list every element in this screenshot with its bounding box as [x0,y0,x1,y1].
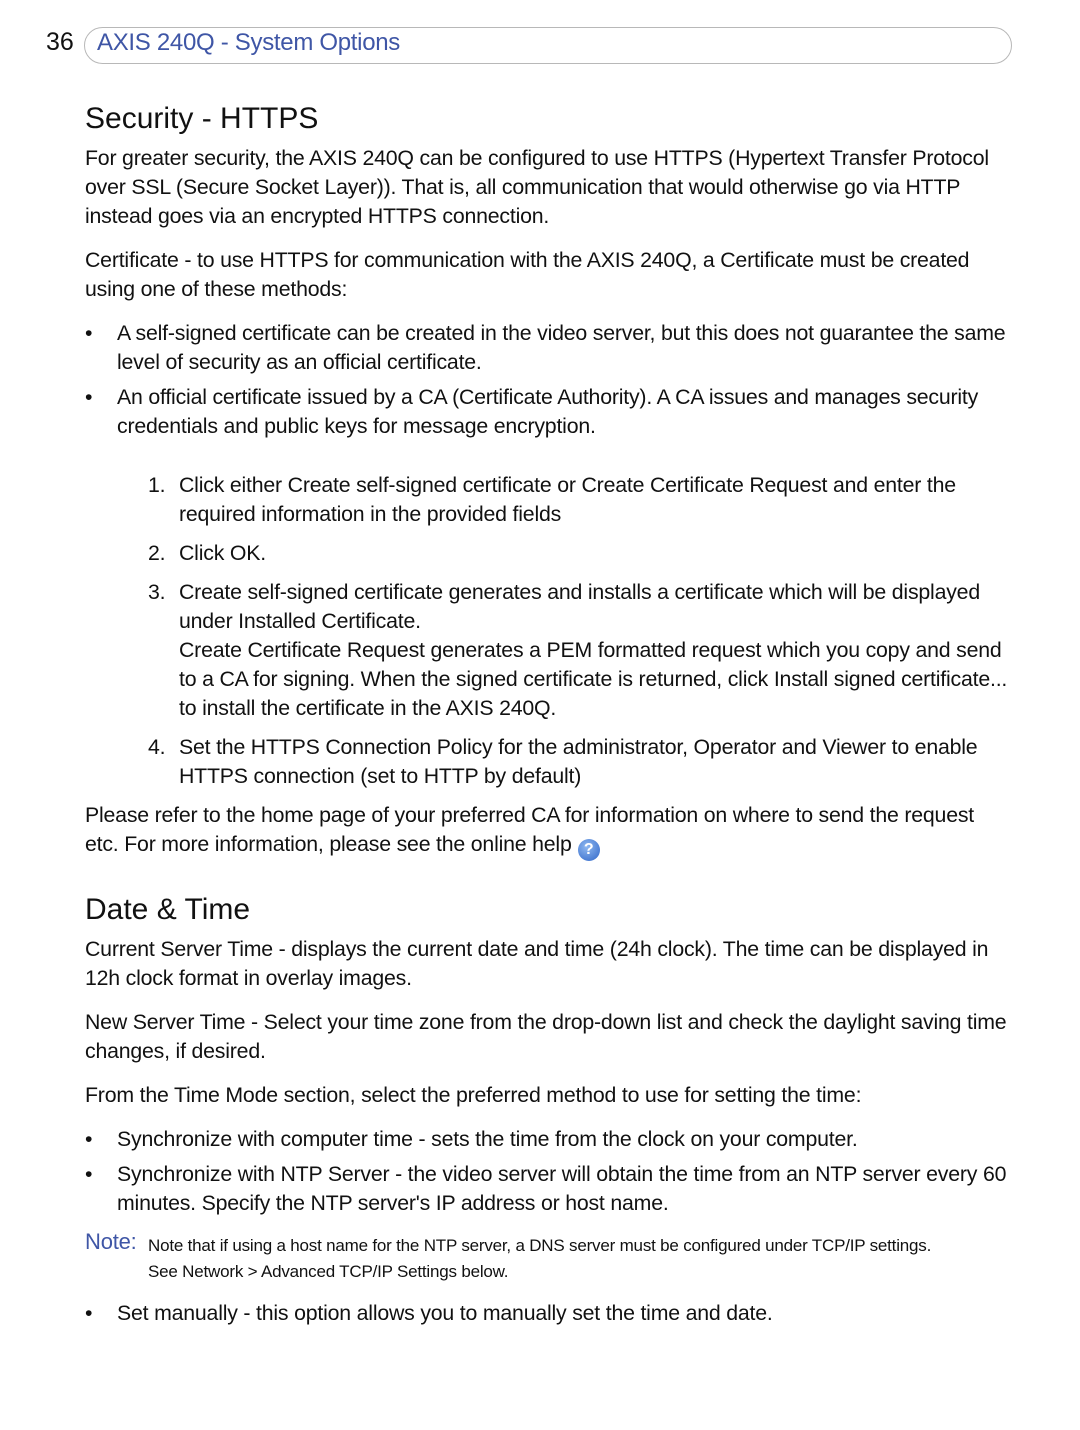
current-time-paragraph: Current Server Time - displays the current date and time (24h clock). The time can be displayed in 12h clock format in overlay images. [85,937,989,990]
note-line: See Network > Advanced TCP/IP Settings below. [148,1262,509,1281]
security-intro: For greater security, the AXIS 240Q can be configured to use HTTPS (Hypertext Transfer Protocol over SSL (Secure Socket Layer)). That is, all communication that would otherwise go via HTTP instead goes via an encrypted HTTPS connection. [85,146,989,228]
step-text: Click either Create self-signed certificate or Create Certificate Request and enter the required information in the provided fields [179,473,956,526]
step-number: 3. [148,580,166,604]
step-text: Set the HTTPS Connection Policy for the administrator, Operator and Viewer to enable HTTPS connection (set to HTTP by default) [179,735,978,788]
datetime-heading: Date & Time [85,893,251,926]
page-content [85,100,1010,1343]
step-number: 4. [148,735,166,759]
header-title: AXIS 240Q - System Options [97,29,400,56]
step-item [85,733,1010,791]
list-item: • Synchronize with NTP Server - the video server will obtain the time from an NTP server every 60 minutes. Specify the NTP server's IP address or host name. [85,1160,1010,1218]
steps-list [85,471,1010,791]
step-text: Click OK. [179,541,266,565]
outro-text: Please refer to the home page of your preferred CA for information on where to send the request etc. For more information, please see the online help [85,803,975,856]
manual-list [85,1299,1010,1328]
step-item [85,471,1010,529]
step-number: 2. [148,541,166,565]
help-icon[interactable]: ? [578,839,600,861]
time-mode-paragraph: From the Time Mode section, select the preferred method to use for setting the time: [85,1083,862,1107]
list-item: • An official certificate issued by a CA (Certificate Authority). A CA issues and manages security credentials and public keys for message encryption. [85,383,1010,441]
list-item: • A self-signed certificate can be created in the video server, but this does not guarantee the same level of security as an official certificate. [85,319,1010,377]
time-mode-list [85,1125,1010,1218]
step-text-continued: Create Certificate Request generates a PEM formatted request which you copy and send to a CA for signing. When the signed certificate is returned, click Install signed certificate... to install the certificate in the AXIS 240Q. [179,638,1008,720]
certificate-paragraph: Certificate - to use HTTPS for communication with the AXIS 240Q, a Certificate must be created using one of these methods: [85,248,970,301]
list-item: • Set manually - this option allows you to manually set the time and date. [85,1299,1010,1328]
page-number: 36 [46,28,74,56]
note-line: Note that if using a host name for the NTP server, a DNS server must be configured under TCP/IP settings. [148,1236,932,1255]
security-outro [85,801,1010,861]
step-number: 1. [148,473,166,497]
note-label: Note: [85,1229,137,1254]
new-time-paragraph: New Server Time - Select your time zone from the drop-down list and check the daylight saving time changes, if desired. [85,1010,1007,1063]
security-heading: Security - HTTPS [85,102,319,135]
step-text: Create self-signed certificate generates and installs a certificate which will be displayed under Installed Certificate. [179,580,980,633]
list-item: • Synchronize with computer time - sets the time from the clock on your computer. [85,1125,1010,1154]
step-item [85,539,1010,568]
note [85,1229,1010,1285]
step-item [85,578,1010,723]
certificate-methods-list [85,319,1010,441]
